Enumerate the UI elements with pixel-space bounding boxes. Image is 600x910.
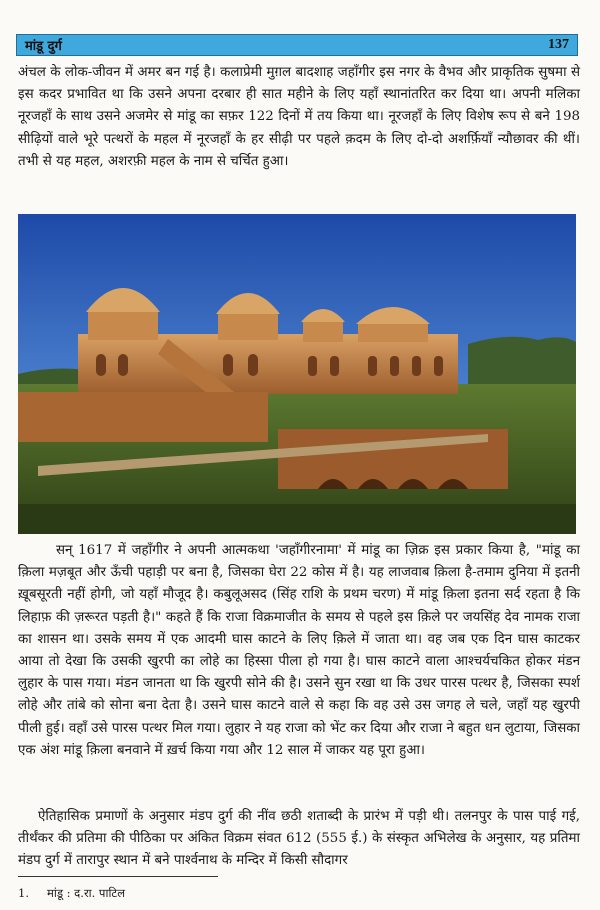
paragraph-3: ऐतिहासिक प्रमाणों के अनुसार मंडप दुर्ग की नींव छठी शताब्दी के प्रारंभ में पड़ी थी। तलनपुर के पास पाई गई, तीर्थंकर की प्रतिमा की पीठिका पर अंकित विक्रम संवत 612 (555 ई.) के संस्कृत अभिलेख के अनुसार, यह प्रतिमा मंडप दुर्ग में तारापुर स्थान में बने पार्श्वनाथ के मन्दिर में किसी सौदागर (18, 809, 580, 869)
running-header (16, 34, 578, 56)
footnote (18, 886, 125, 901)
page-number: 137 (548, 37, 569, 52)
chapter-title: मांडू दुर्ग (25, 39, 62, 54)
palace-photo (18, 214, 576, 534)
palace-illustration (18, 214, 576, 534)
footnote-text: मांडू : द.रा. पाटिल (46, 886, 126, 900)
paragraph-2: सन् 1617 में जहाँगीर ने अपनी आत्मकथा 'जहाँगीरनामा' में मांडू का ज़िक्र इस प्रकार किया है, "मांडू का क़िला मज़बूत और ऊँची पहाड़ी पर बना है, जिसका घेरा 22 कोस में है। यह लाजवाब क़िला है-तमाम दुनिया में इतनी ख़ूबसूरती नहीं होगी, जो यहाँ मौजूद है। कबुलूअसद (सिंह राशि के प्रथम चरण) में मांडू क़िला इतना सर्द रहता है कि लिहाफ़ की ज़रूरत पड़ती है।" कहते हैं कि राजा विक्रमाजीत के समय से पहले इस क़िले पर जयसिंह देव नामक राजा का शासन था। उसके समय में एक आदमी घास काटने के लिए क़िले में जाता था। वह जब एक दिन घास काटकर आया तो देखा कि उसकी खुरपी का लोहे का हिस्सा पीला हो गया है। घास काटने वाला आश्चर्यचकित होकर मंडन लुहार के पास गया। मंडन जानता था कि खुरपी सोने की है। उसने सुन रखा था कि उधर पारस पत्थर है, जिसका स्पर्श लोहे और तांबे को सोना बना देता है। उसने घास काटने वाले से कहा कि वह उसे उस जगह ले चले, जहाँ यह खुरपी पीली हुई। वहाँ उसे पारस पत्थर मिल गया। लुहार ने यह राजा को भेंट कर दिया और राजा ने बहुत धन लुटाया, जिसका एक अंश मांडू क़िला बनवाने में ख़र्च किया गया और 12 साल में जाकर यह पूरा हुआ। (18, 543, 580, 758)
footnote-number: 1. (18, 886, 29, 900)
paragraph-1: अंचल के लोक-जीवन में अमर बन गई है। कलाप्रेमी मुग़ल बादशाह जहाँगीर इस नगर के वैभव और प्राकृतिक सुषमा से इस कदर प्रभावित था कि उसने अपना दरबार ही सात महीने के लिए यहाँ स्थानांतरित कर दिया था। अपनी मलिका नूरजहाँ के साथ उसने अजमेर से मांडू का सफ़र 122 दिनों में तय किया था। नूरजहाँ के लिए विशेष रूप से बने 198 सीढ़ियों वाले भूरे पत्थरों के महल में नूरजहाँ के हर सीढ़ी पर पहले क़दम के लिए दो-दो अशर्फ़ियाँ न्यौछावर की थीं। तभी से यह महल, अशरफ़ी महल के नाम से चर्चित हुआ। (18, 65, 580, 169)
footnote-rule (18, 876, 218, 877)
